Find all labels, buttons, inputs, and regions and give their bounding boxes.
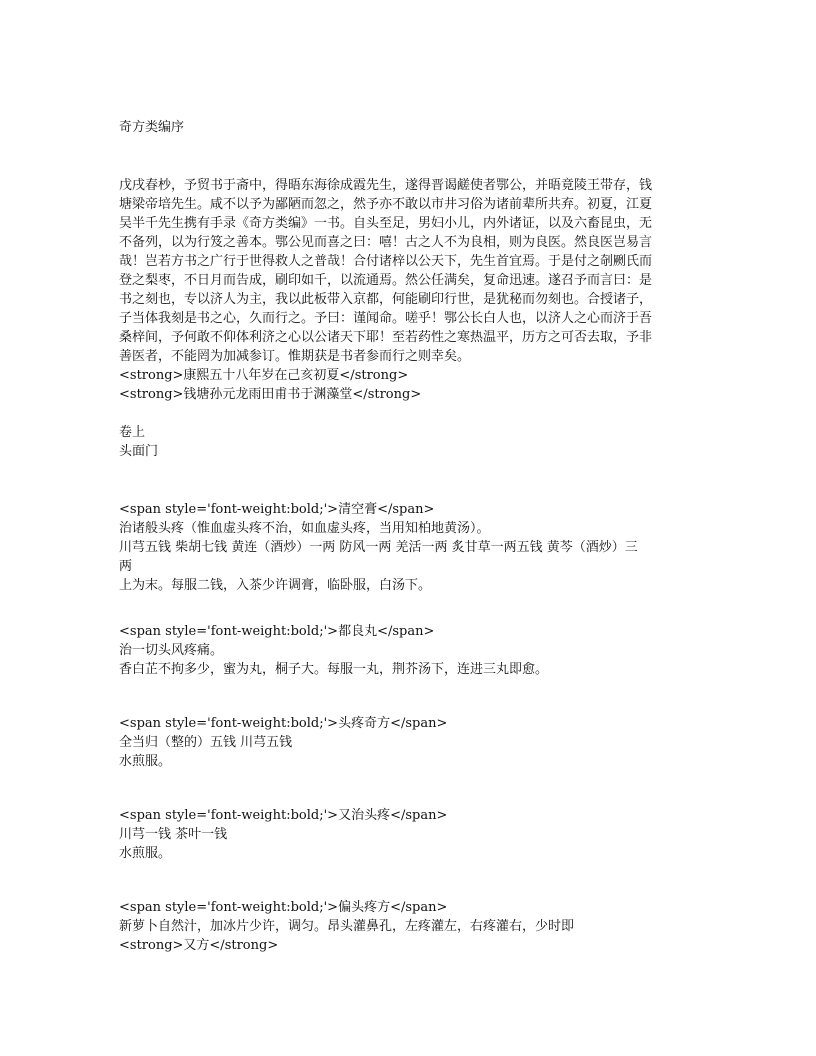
preface-line: 子当体我刻是书之心，久而行之。予曰：谨闻命。嗟乎！鄂公长白人也，以济人之心而济于吾 <box>119 311 653 326</box>
recipe-line: 香白芷不拘多少，蜜为丸，桐子大。每服一丸，荆芥汤下，连进三丸即愈。 <box>119 662 549 677</box>
preface-date: <strong>康熙五十八年岁在己亥初夏</strong> <box>119 368 409 383</box>
recipe-name: <span style='font-weight:bold;'>都良丸</span> <box>119 624 435 639</box>
preface-line: 吴半千先生携有手录《奇方类编》一书。自头至足，男妇小儿，内外诸证，以及六畜昆虫，无 <box>119 216 653 231</box>
preface-signature: <strong>钱塘孙元龙雨田甫书于渊藻堂</strong> <box>119 387 422 402</box>
recipe-name: <span style='font-weight:bold;'>清空膏</span> <box>119 502 435 517</box>
recipe-line: 水煎服。 <box>119 846 172 861</box>
preface-line: 善医者，不能罔为加减参订。惟期获是书者参而行之则幸矣。 <box>119 349 471 364</box>
preface-line: 哉！岂若方书之广行于世得救人之普哉！合付诸梓以公天下，先生首宜焉。于是付之剞劂氏而 <box>119 254 653 269</box>
recipe-line: 川芎五钱 柴胡七钱 黄连（酒炒）一两 防风一两 羌活一两 炙甘草一两五钱 黄芩（酒炒）三 <box>119 540 638 555</box>
volume-heading: 卷上 <box>119 425 146 440</box>
recipe-line: 治一切头风疼痛。 <box>119 643 224 658</box>
recipe-name: <span style='font-weight:bold;'>偏头疼方</span> <box>119 900 448 915</box>
section-heading: 头面门 <box>119 444 159 459</box>
recipe-line: 水煎服。 <box>119 754 172 769</box>
recipe-line: 新萝卜自然汁，加冰片少许，调匀。昂头灌鼻孔，左疼灌左，右疼灌右，少时即 <box>119 919 575 934</box>
preface-line: 登之梨枣，不日月而告成，刷印如千，以流通焉。然公任满矣，复命迅速。遂召予而言曰：是 <box>119 273 653 288</box>
recipe-line: 川芎一钱 茶叶一钱 <box>119 827 228 842</box>
recipe-name: <span style='font-weight:bold;'>头疼奇方</span> <box>119 716 448 731</box>
preface-line: 书之刻也，专以济人为主，我以此板带入京都，何能刷印行世，是犹秘而勿刻也。合授诸子， <box>119 292 653 307</box>
recipe-line: 全当归（整的）五钱 川芎五钱 <box>119 735 293 750</box>
preface-line: 塘梁帝培先生。咸不以予为鄙陋而忽之，然予亦不敢以市井习俗为诸前辈所共弃。初夏，江夏 <box>119 197 653 212</box>
preface-line: 戊戌春杪，予贸书于斋中，得晤东海徐成霞先生，遂得晋谒鹾使者鄂公，并晤竟陵王带存，钱 <box>119 178 653 193</box>
recipe-line: 两 <box>119 559 133 574</box>
recipe-line: 上为末。每服二钱，入茶少许调膏，临卧服，白汤下。 <box>119 578 432 593</box>
recipe-name: <span style='font-weight:bold;'>又治头疼</span> <box>119 808 448 823</box>
preface-line: 桑梓间，予何敢不仰体利济之心以公诸天下耶！至若药性之寒热温平，历方之可否去取，予非 <box>119 330 653 345</box>
preface-line: 不备列，以为行笈之善本。鄂公见而喜之曰：嘻！古之人不为良相，则为良医。然良医岂易言 <box>119 235 653 250</box>
recipe-line: 治诸般头疼（惟血虚头疼不治，如血虚头疼，当用知柏地黄汤）。 <box>119 521 490 536</box>
recipe-line: <strong>又方</strong> <box>119 938 279 953</box>
document-title: 奇方类编序 <box>119 120 185 135</box>
